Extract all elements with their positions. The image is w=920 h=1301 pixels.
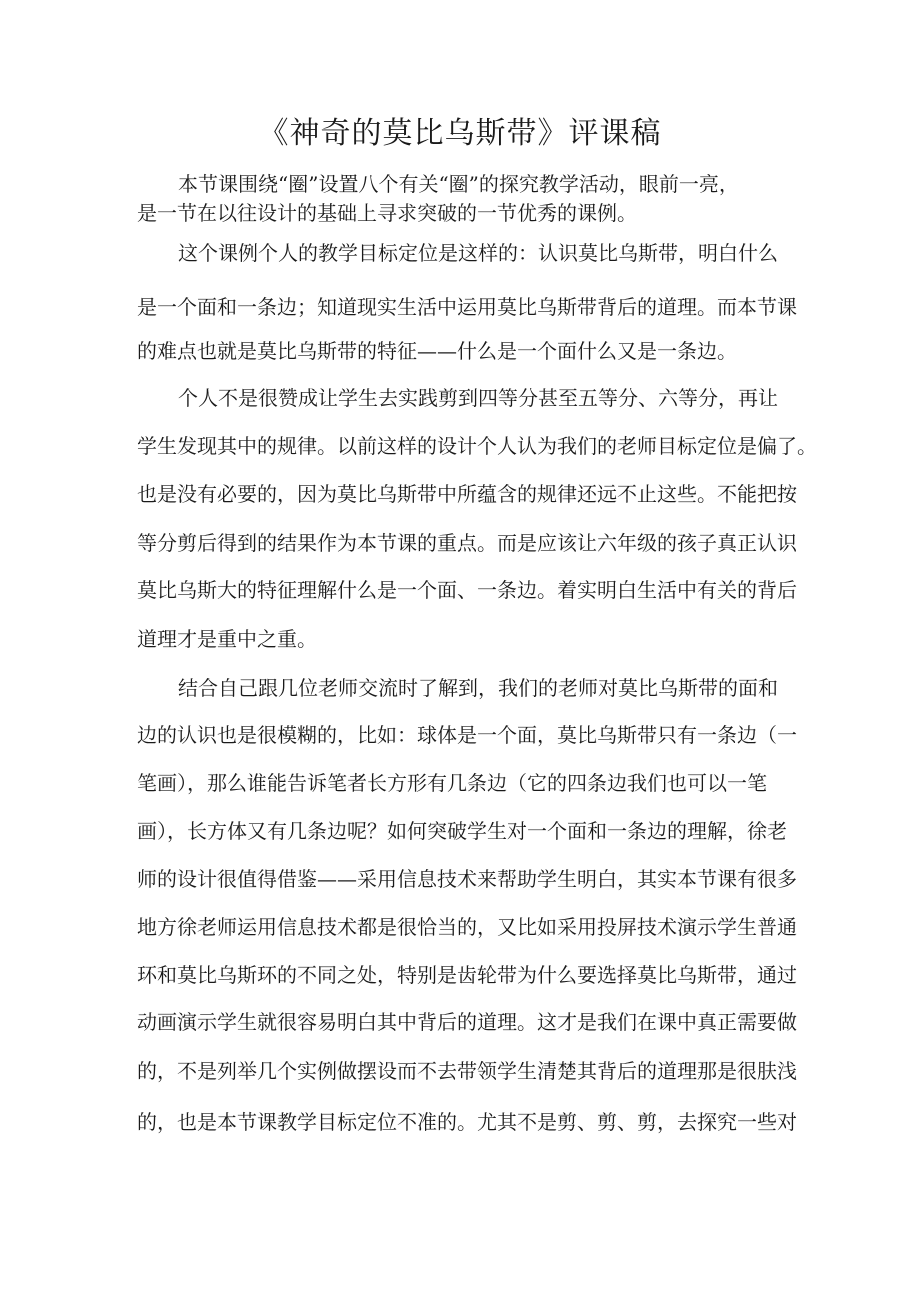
paragraph-4-line-3: 笔画），那么谁能告诉笔者长方形有几条边（它的四条边我们也可以一笔 [137, 771, 767, 795]
paragraph-4-line-7: 环和莫比乌斯环的不同之处，特别是齿轮带为什么要选择莫比乌斯带，通过 [137, 963, 797, 987]
paragraph-3-line-3: 也是没有必要的，因为莫比乌斯带中所蕴含的规律还远不止这些。不能把按 [137, 482, 797, 506]
paragraph-4-line-2: 边的认识也是很模糊的，比如：球体是一个面，莫比乌斯带只有一条边（一 [137, 723, 797, 747]
paragraph-4-line-8: 动画演示学生就很容易明白其中背后的道理。这才是我们在课中真正需要做 [137, 1010, 797, 1034]
paragraph-3-line-1: 个人不是很赞成让学生去实践剪到四等分甚至五等分、六等分，再让 [178, 386, 778, 410]
paragraph-2-line-3: 的难点也就是莫比乌斯带的特征——什么是一个面什么又是一条边。 [137, 339, 737, 363]
paragraph-4-line-6: 地方徐老师运用信息技术都是很恰当的，又比如采用投屏技术演示学生普通 [137, 915, 797, 939]
paragraph-3-line-4: 等分剪后得到的结果作为本节课的重点。而是应该让六年级的孩子真正认识 [137, 531, 797, 555]
paragraph-1-line-2: 是一节在以往设计的基础上寻求突破的一节优秀的课例。 [137, 201, 637, 225]
paragraph-2-line-1: 这个课例个人的教学目标定位是这样的：认识莫比乌斯带，明白什么 [178, 241, 778, 265]
paragraph-4-line-9: 的，不是列举几个实例做摆设而不去带领学生清楚其背后的道理那是很肤浅 [137, 1059, 797, 1083]
paragraph-3-line-5: 莫比乌斯大的特征理解什么是一个面、一条边。着实明白生活中有关的背后 [137, 578, 797, 602]
paragraph-1-line-1: 本节课围绕“圈”设置八个有关“圈”的探究教学活动，眼前一亮， [178, 172, 739, 196]
paragraph-2-line-2: 是一个面和一条边；知道现实生活中运用莫比乌斯带背后的道理。而本节课 [137, 295, 797, 319]
document-title: 《神奇的莫比乌斯带》评课稿 [258, 116, 662, 151]
paragraph-4-line-1: 结合自己跟几位老师交流时了解到，我们的老师对莫比乌斯带的面和 [178, 676, 778, 700]
paragraph-4-line-10: 的，也是本节课教学目标定位不准的。尤其不是剪、剪、剪，去探究一些对 [137, 1110, 797, 1134]
paragraph-4-line-4: 画），长方体又有几条边呢？如何突破学生对一个面和一条边的理解，徐老 [137, 819, 787, 843]
paragraph-3-line-2: 学生发现其中的规律。以前这样的设计个人认为我们的老师目标定位是偏了。 [137, 434, 817, 458]
paragraph-4-line-5: 师的设计很值得借鉴——采用信息技术来帮助学生明白，其实本节课有很多 [137, 867, 797, 891]
paragraph-3-line-6: 道理才是重中之重。 [137, 627, 317, 651]
